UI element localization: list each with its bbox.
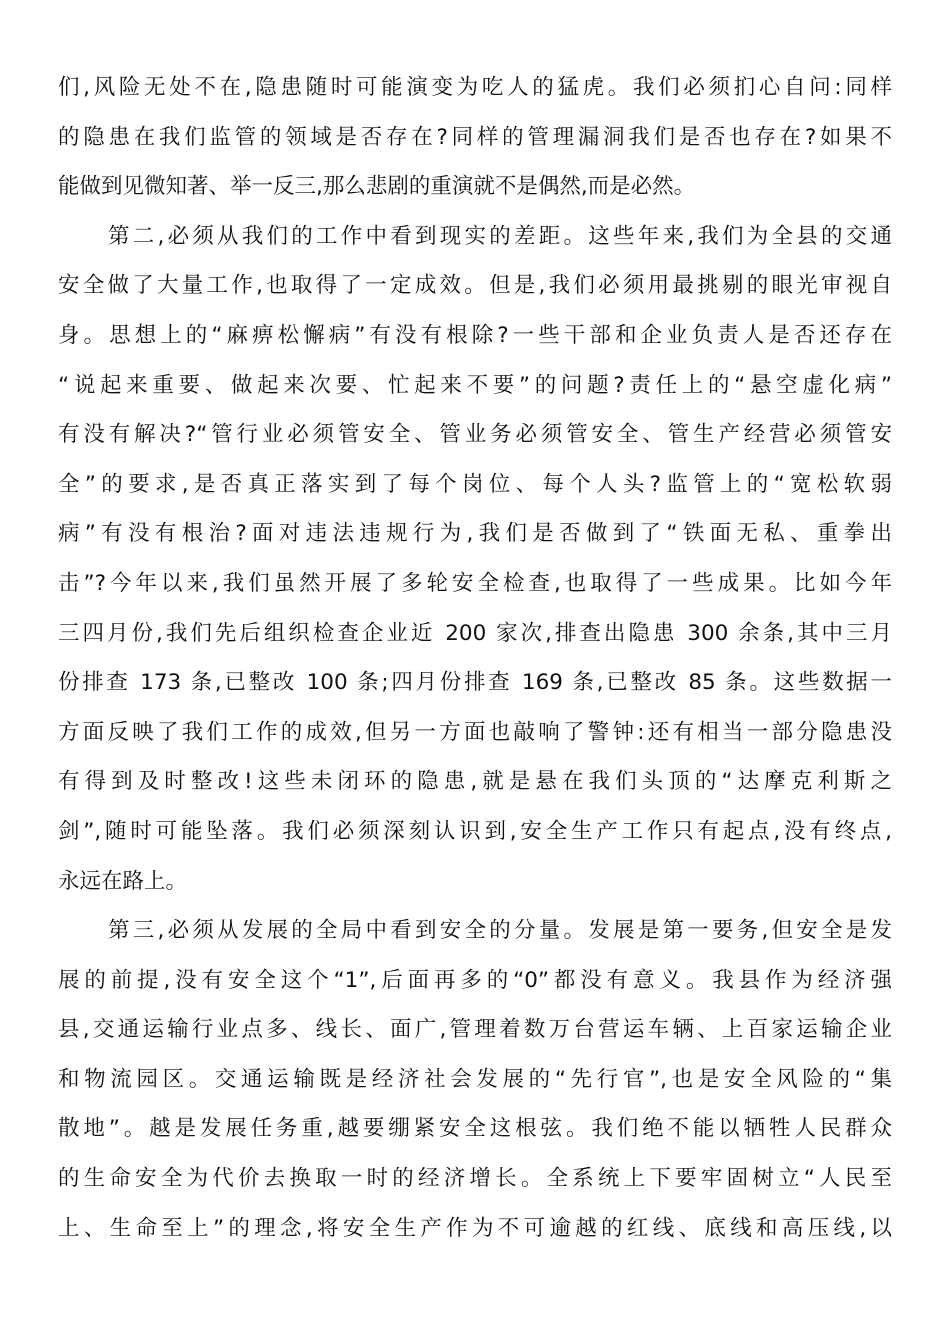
paragraph-first-line: 第二,必须从我们的工作中看到现实的差距。这些年来,我们为全县的交通	[108, 223, 892, 249]
text-line: 身。思想上的“麻痹松懈病”有没有根除?一些干部和企业负责人是否还存在	[58, 322, 892, 348]
text-line: 份排查 173 条,已整改 100 条;四月份排查 169 条,已整改 85 条。这些数据一	[58, 670, 892, 696]
text-line: 展的前提,没有安全这个“1”,后面再多的“0”都没有意义。我县作为经济强	[58, 967, 892, 993]
text-line: 剑”,随时可能坠落。我们必须深刻认识到,安全生产工作只有起点,没有终点,	[58, 818, 892, 844]
text-line: 全”的要求,是否真正落实到了每个岗位、每个人头?监管上的“宽松软弱	[58, 471, 892, 497]
text-line: 三四月份,我们先后组织检查企业近 200 家次,排查出隐患 300 余条,其中三月	[58, 620, 892, 646]
text-line: 病”有没有根治?面对违法违规行为,我们是否做到了“铁面无私、重拳出	[58, 521, 892, 547]
text-line: 有没有解决?“管行业必须管安全、管业务必须管安全、管生产经营必须管安	[58, 422, 892, 448]
text-line: 安全做了大量工作,也取得了一定成效。但是,我们必须用最挑剔的眼光审视自	[58, 273, 892, 299]
text-line: 有得到及时整改!这些未闭环的隐患,就是悬在我们头顶的“达摩克利斯之	[58, 769, 892, 795]
text-line: 散地”。越是发展任务重,越要绷紧安全这根弦。我们绝不能以牺牲人民群众	[58, 1116, 892, 1142]
text-line: 方面反映了我们工作的成效,但另一方面也敲响了警钟:还有相当一部分隐患没	[58, 719, 892, 745]
text-line: 能做到见微知著、举一反三,那么悲剧的重演就不是偶然,而是必然。	[58, 174, 696, 200]
text-line: 的生命安全为代价去换取一时的经济增长。全系统上下要牢固树立“人民至	[58, 1166, 892, 1192]
paragraph-first-line: 第三,必须从发展的全局中看到安全的分量。发展是第一要务,但安全是发	[108, 918, 892, 944]
text-line: “说起来重要、做起来次要、忙起来不要”的问题?责任上的“悬空虚化病”	[58, 372, 892, 398]
text-line: 县,交通运输行业点多、线长、面广,管理着数万台营运车辆、上百家运输企业	[58, 1017, 892, 1043]
body-text	[58, 68, 892, 1258]
text-line: 和物流园区。交通运输既是经济社会发展的“先行官”,也是安全风险的“集	[58, 1066, 892, 1092]
text-line: 上、生命至上”的理念,将安全生产作为不可逾越的红线、底线和高压线,以	[58, 1215, 892, 1241]
text-line: 的隐患在我们监管的领域是否存在?同样的管理漏洞我们是否也存在?如果不	[58, 124, 892, 150]
text-line: 永远在路上。	[58, 868, 188, 894]
text-line: 击”?今年以来,我们虽然开展了多轮安全检查,也取得了一些成果。比如今年	[58, 570, 892, 596]
text-line: 们,风险无处不在,隐患随时可能演变为吃人的猛虎。我们必须扪心自问:同样	[58, 75, 892, 100]
